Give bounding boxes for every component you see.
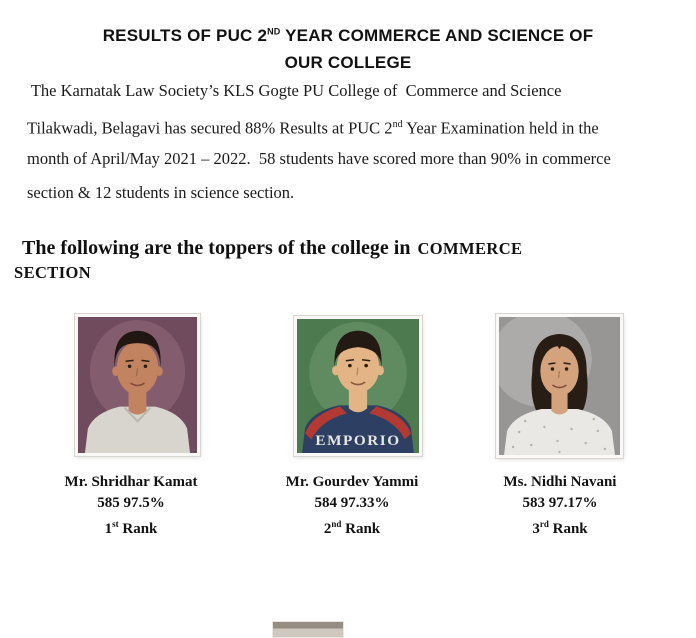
ordinal-superscript: ND bbox=[267, 26, 281, 37]
topper-photo-3 bbox=[496, 314, 623, 458]
commerce-caps: COMMERCE bbox=[417, 239, 523, 258]
intro-line-3: month of April/May 2021 – 2022. 58 students have scored more than 90% in commerce bbox=[27, 149, 611, 168]
student-rank: 2nd Rank bbox=[323, 519, 381, 537]
eye-right bbox=[565, 367, 568, 370]
toppers-heading-line1: The following are the toppers of the college in COMMERCE bbox=[22, 237, 523, 259]
topper-caption-3 bbox=[460, 472, 660, 540]
title-line2: OUR COLLEGE bbox=[284, 53, 412, 73]
eye-left bbox=[551, 367, 554, 370]
title-line1: RESULTS OF PUC 2ND YEAR COMMERCE AND SCIENCE OF bbox=[102, 26, 594, 46]
toppers-heading-line2: SECTION bbox=[14, 263, 92, 282]
student-name: Ms. Nidhi Navani bbox=[503, 474, 617, 490]
topper-caption-2 bbox=[252, 472, 452, 540]
eye-left bbox=[348, 364, 352, 367]
portrait-illustration-2 bbox=[297, 319, 419, 453]
student-rank: 3rd Rank bbox=[532, 519, 588, 537]
nose bbox=[357, 368, 358, 376]
topper-caption-1 bbox=[31, 472, 231, 540]
partial-next-photo-fragment bbox=[272, 621, 344, 638]
topper-photo-1 bbox=[75, 314, 200, 456]
student-score: 584 97.33% bbox=[314, 495, 390, 511]
toppers-heading bbox=[14, 236, 684, 284]
eye-right bbox=[144, 365, 148, 369]
portrait-illustration-3 bbox=[499, 317, 620, 455]
intro-line-2: Tilakwadi, Belagavi has secured 88% Results at PUC 2nd Year Examination held in the bbox=[27, 118, 599, 138]
student-rank: 1st Rank bbox=[104, 519, 158, 537]
eye-right bbox=[364, 364, 368, 367]
student-name: Mr. Gourdev Yammi bbox=[285, 474, 419, 490]
intro-line-1: The Karnatak Law Society’s KLS Gogte PU College of Commerce and Science bbox=[27, 81, 562, 100]
document-title bbox=[0, 18, 696, 76]
ordinal-superscript: nd bbox=[392, 119, 403, 130]
intro-line-4: section & 12 students in science section. bbox=[27, 183, 295, 202]
student-score: 585 97.5% bbox=[97, 495, 165, 511]
intro-paragraph bbox=[27, 74, 672, 210]
portrait-illustration-1 bbox=[78, 317, 197, 453]
topper-photo-2 bbox=[294, 316, 422, 456]
nose bbox=[137, 368, 138, 376]
student-score: 583 97.17% bbox=[522, 495, 598, 511]
student-name: Mr. Shridhar Kamat bbox=[64, 474, 198, 490]
shirt-brand-text: EMPORIO bbox=[315, 433, 401, 450]
eye-left bbox=[128, 365, 132, 369]
